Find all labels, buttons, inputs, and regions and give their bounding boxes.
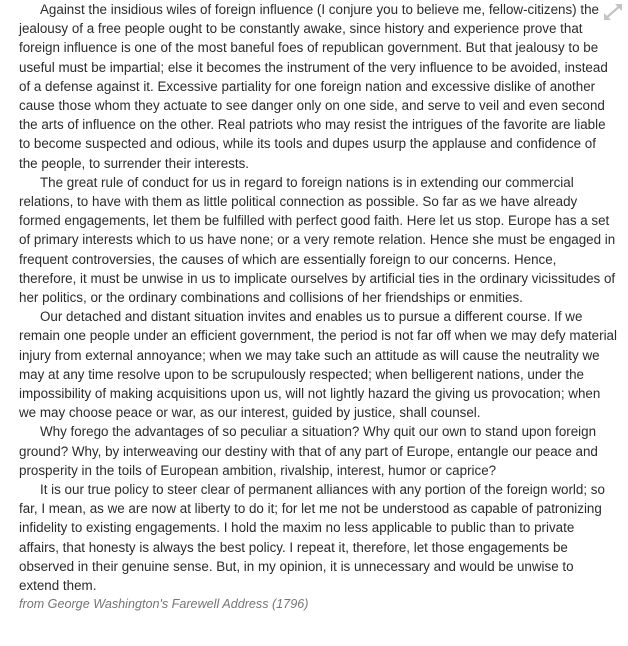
paragraph-5: It is our true policy to steer clear of permanent alliances with any portion of the foreign world; so far, I mean, as we are now at liberty to do it; for let me not be understood as capable of patronizing infidelity to existing engagements. I hold the maxim no less applicable to public than to private affairs, that honesty is always the best policy. I repeat it, therefore, let those engagements be observed in their genuine sense. But, in my opinion, it is unnecessary and would be unwise to extend them.	[19, 482, 605, 594]
expand-icon	[602, 2, 624, 22]
expand-button[interactable]	[602, 2, 624, 22]
paragraph-4: Why forego the advantages of so peculiar a situation? Why quit our own to stand upon foreign ground? Why, by interweaving our destiny with that of any part of Europe, entangle our peace and prosperity in the toils of European ambition, rivalship, interest, humor or caprice?	[19, 424, 598, 478]
paragraph-3: Our detached and distant situation invites and enables us to pursue a different course. If we remain one people under an efficient government, the period is not far off when we may defy material injury from external annoyance; when we may take such an attitude as will cause the neutrality we may at any time resolve upon to be scrupulously respected; when belligerent nations, under the impossibility of making acquisitions upon us, will not lightly hazard the giving us provocation; when we may choose peace or war, as our interest, guided by justice, shall counsel.	[19, 309, 617, 421]
source-citation: from George Washington's Farewell Address (1796)	[19, 597, 309, 612]
paragraph-1: Against the insidious wiles of foreign influence (I conjure you to believe me, fellow-citizens) the jealousy of a free people ought to be constantly awake, since history and experience prove that foreign influence is one of the most baneful foes of republican government. But that jealousy to be useful must be impartial; else it becomes the instrument of the very influence to be avoided, instead of a defense against it. Excessive partiality for one foreign nation and excessive dislike of another cause those whom they actuate to see danger only on one side, and serve to veil and even second the arts of influence on the other. Real patriots who may resist the intrigues of the favorite are liable to become suspected and odious, while its tools and dupes usurp the applause and confidence of the people, to surrender their interests.	[19, 2, 608, 171]
passage	[19, 0, 617, 615]
paragraph-2: The great rule of conduct for us in regard to foreign nations is in extending our commercial relations, to have with them as little political connection as possible. So far as we have already formed engagements, let them be fulfilled with perfect good faith. Here let us stop. Europe has a set of primary interests which to us have none; or a very remote relation. Hence she must be engaged in frequent controversies, the causes of which are essentially foreign to our concerns. Hence, therefore, it must be unwise in us to implicate ourselves by artificial ties in the ordinary vicissitudes of her politics, or the ordinary combinations and collisions of her friendships or enmities.	[19, 174, 616, 306]
